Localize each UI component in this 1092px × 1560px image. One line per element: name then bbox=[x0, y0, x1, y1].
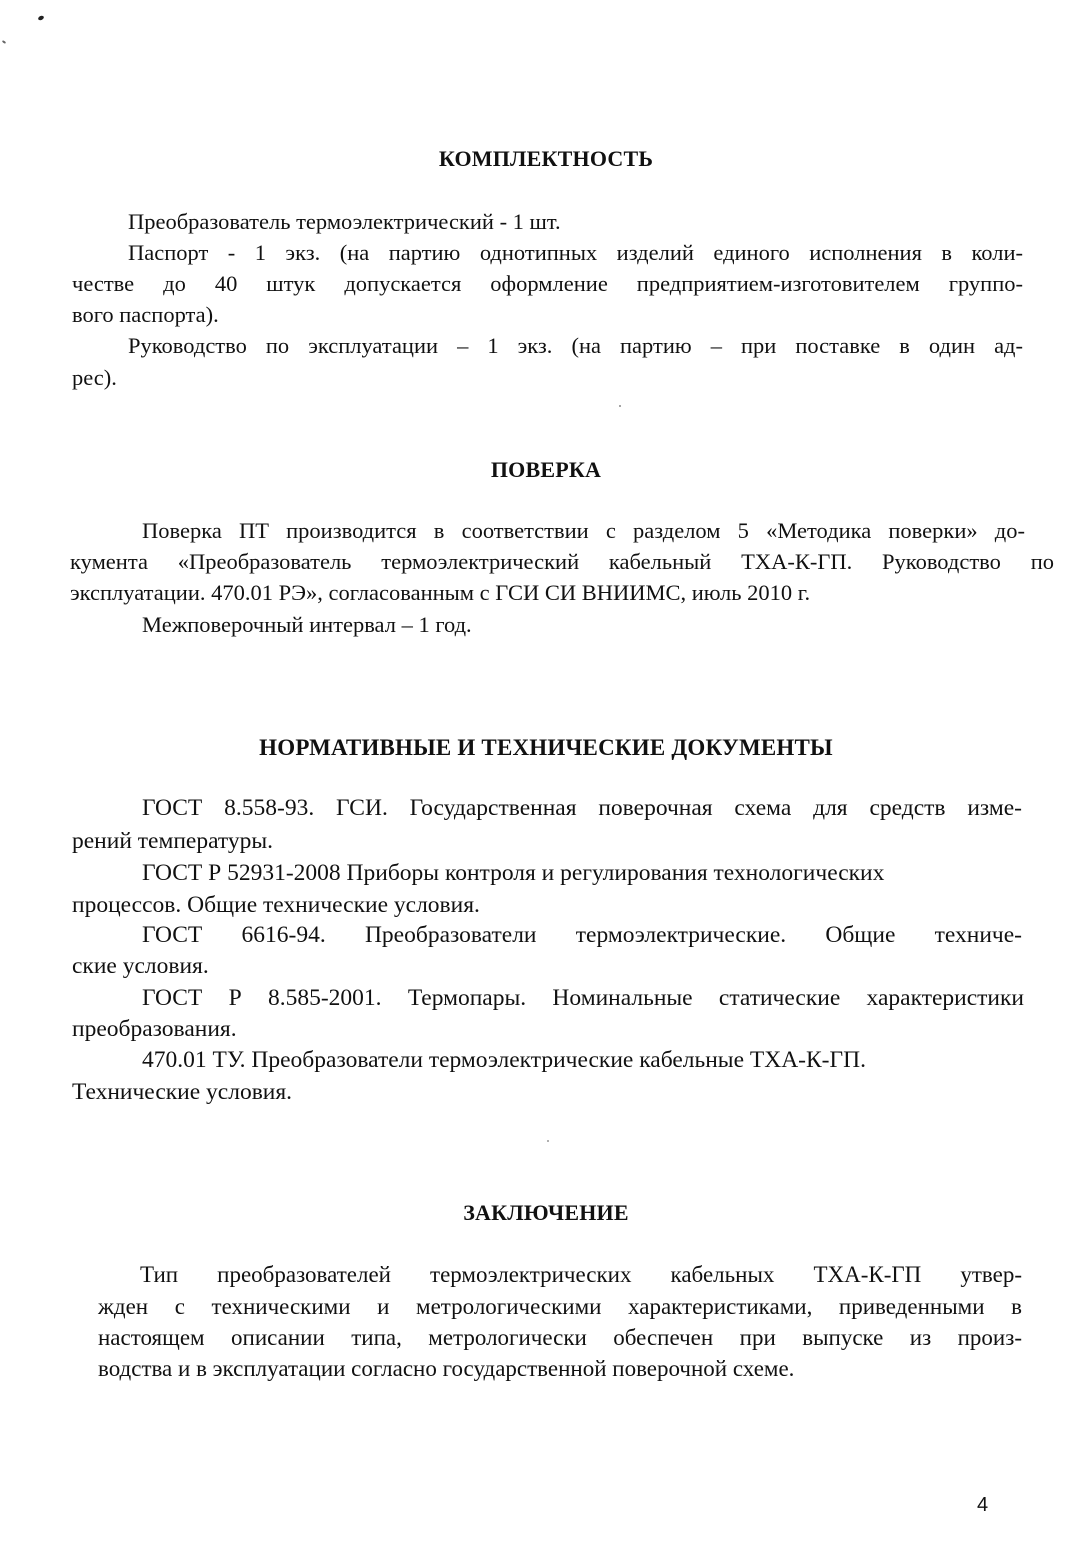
scan-speck bbox=[37, 15, 44, 21]
text-line: жден с техническими и метрологическими характеристиками, приведенными в bbox=[98, 1294, 1022, 1319]
text-line: Технические условия. bbox=[72, 1079, 293, 1105]
text-line: эксплуатации. 470.01 РЭ», согласованным с ГСИ СИ ВНИИМС, июль 2010 г. bbox=[70, 580, 811, 605]
text-line: ГОСТ Р 8.585-2001. Термопары. Номинальные статические характеристики bbox=[142, 985, 1024, 1011]
text-line: ГОСТ Р 52931-2008 Приборы контроля и регулирования технологических bbox=[142, 860, 885, 886]
scan-speck bbox=[547, 1140, 549, 1142]
text-line: Тип преобразователей термоэлектрических кабельных ТХА-К-ГП утвер- bbox=[140, 1262, 1022, 1287]
text-line: настоящем описании типа, метрологически обеспечен при выпуске из произ- bbox=[98, 1325, 1022, 1350]
text-line: ские условия. bbox=[72, 953, 209, 979]
text-line: ГОСТ 6616-94. Преобразователи термоэлектрические. Общие техниче- bbox=[142, 922, 1022, 948]
section-heading: НОРМАТИВНЫЕ И ТЕХНИЧЕСКИЕ ДОКУМЕНТЫ bbox=[259, 735, 833, 760]
section-heading: ПОВЕРКА bbox=[490, 457, 602, 482]
text-line: Межповерочный интервал – 1 год. bbox=[142, 612, 472, 637]
scan-speck bbox=[2, 40, 6, 44]
text-line: Паспорт - 1 экз. (на партию однотипных изделий единого исполнения в коли- bbox=[128, 240, 1023, 265]
section-heading: ЗАКЛЮЧЕНИЕ bbox=[463, 1200, 629, 1225]
text-line: вого паспорта). bbox=[72, 302, 219, 327]
text-line: Преобразователь термоэлектрический - 1 шт. bbox=[128, 209, 561, 234]
text-line: рес). bbox=[72, 365, 117, 390]
text-line: преобразования. bbox=[72, 1016, 237, 1042]
text-line: водства и в эксплуатации согласно государственной поверочной схеме. bbox=[98, 1356, 795, 1381]
section-heading: КОМПЛЕКТНОСТЬ bbox=[438, 146, 654, 171]
text-line: честве до 40 штук допускается оформление предприятием-изготовителем группо- bbox=[72, 271, 1023, 296]
text-line: кумента «Преобразователь термоэлектрический кабельный ТХА-К-ГП. Руководство по bbox=[70, 549, 1054, 574]
scan-speck bbox=[619, 405, 621, 407]
page-number: 4 bbox=[977, 1494, 989, 1516]
text-line: Руководство по эксплуатации – 1 экз. (на партию – при поставке в один ад- bbox=[128, 333, 1023, 358]
text-line: процессов. Общие технические условия. bbox=[72, 892, 480, 918]
text-line: Поверка ПТ производится в соответствии с разделом 5 «Методика поверки» до- bbox=[142, 518, 1025, 543]
text-line: ГОСТ 8.558-93. ГСИ. Государственная поверочная схема для средств изме- bbox=[142, 795, 1022, 821]
text-line: рений температуры. bbox=[72, 828, 274, 854]
text-line: 470.01 ТУ. Преобразователи термоэлектрические кабельные ТХА-К-ГП. bbox=[142, 1047, 866, 1073]
